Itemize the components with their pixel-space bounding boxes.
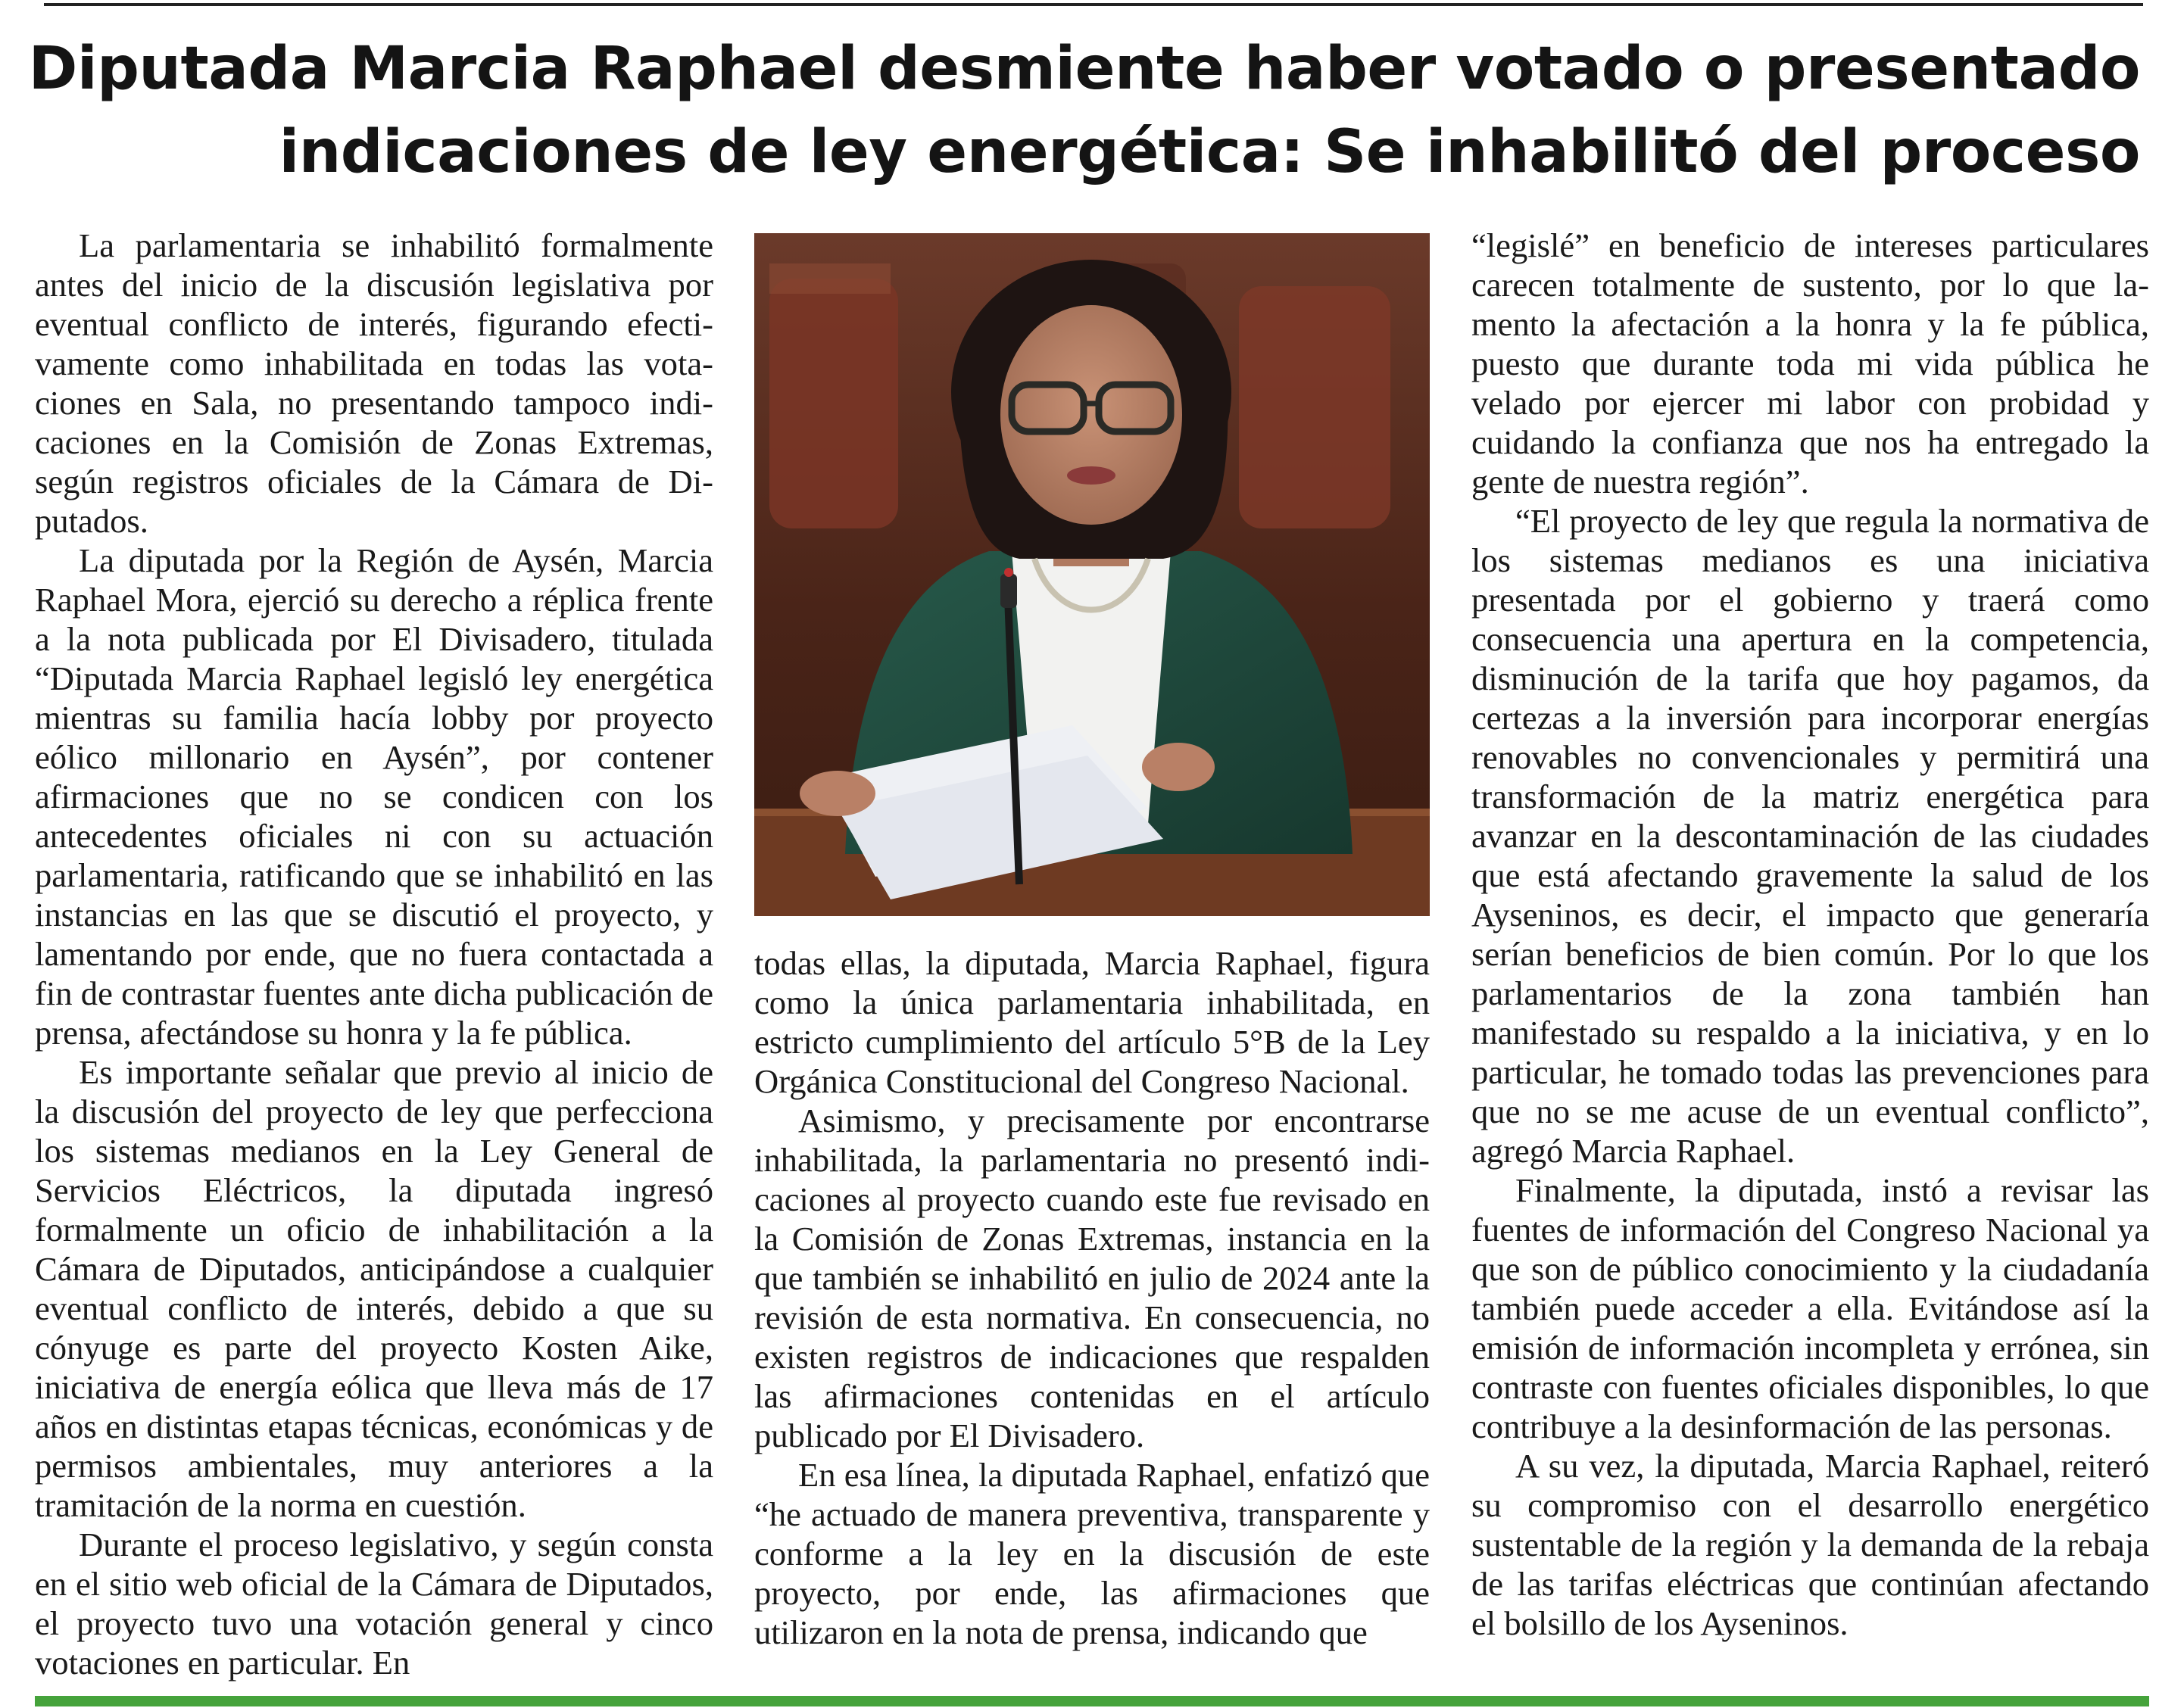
top-rule (44, 3, 2143, 6)
paragraph: “El proyecto de ley que regula la normativa de los sistemas medianos es una iniciativa presentada por el gobierno y traerá como consecuencia una apertura en la competencia, disminución de la tarifa que hoy pagamos, da certezas a la inversión para incorporar energías renovables no convencionales y permitirá una transformación de la matriz energética para avanzar en la descontaminación de las ciudades que está afectando gravemente la salud de los Ayseninos, es decir, el impacto que generaría serían beneficios de bien común. Por lo que los parlamentarios de la zona también han manifestado su respaldo a la iniciativa, y en lo particular, he tomado todas las prevenciones para que no se me acuse de un eventual conflicto”, agregó Marcia Raphael. (1471, 502, 2149, 1170)
article-column-1 (35, 226, 713, 1682)
headline-line-2-regular: indicaciones de ley energética: (279, 118, 1324, 186)
headline-line-2 (27, 111, 2140, 194)
paragraph: Es importante señalar que previo al inicio de la discusión del proyecto de ley que perfecciona los sistemas medianos en la Ley General de Servicios Eléctricos, la diputada ingresó formalmente un oficio de inhabilitación a la Cámara de Diputados, anticipándose a cualquier eventual conflicto de interés, debido a que su cónyuge es parte del proyecto Kosten Aike, iniciativa de energía eólica que lleva más de 17 años en distintas etapas técnicas, económicas y de permisos ambientales, muy anteriores a la tramitación de la norma en cuestión. (35, 1053, 713, 1524)
article-column-3 (1471, 226, 2149, 1663)
paragraph: Durante el proceso legislativo, y según consta en el sitio web oficial de la Cámara de Diputados, el proyecto tuvo una votación general y cinco votaciones en particular. En (35, 1526, 713, 1682)
paragraph: En esa línea, la diputada Raphael, enfatizó que “he actuado de manera preventiva, transparente y conforme a la ley en la discusión de este proyecto, por ende, las afirmaciones que utilizaron en la nota de prensa, indicando que (754, 1456, 1430, 1651)
paragraph: todas ellas, la diputada, Marcia Raphael, figura como la única parlamentaria inhabilitada, en estricto cumplimiento del artículo 5°B de la Ley Orgánica Constitucional del Congreso Nacional. (754, 944, 1430, 1100)
article-column-2 (754, 943, 1430, 1663)
paragraph: “legislé” en beneficio de intereses particulares carecen totalmente de sustento, por lo que lamento la afectación a la honra y la fe pública, puesto que durante toda mi vida pública he velado por ejercer mi labor con probidad y cuidando la confianza que nos ha entregado la gente de nuestra región”. (1471, 226, 2149, 500)
paragraph: Finalmente, la diputada, instó a revisar las fuentes de información del Congreso Nacional ya que son de público conocimiento y la ciudadanía también puede acceder a ella. Evitándose así la emisión de información incompleta y errónea, sin contraste con fuentes oficiales disponibles, lo que contribuye a la desinformación de las personas. (1471, 1171, 2149, 1445)
headline-line-2-bold: Se inhabilitó del proceso (1324, 118, 2140, 186)
paragraph: La parlamentaria se inhabilitó formalmente antes del inicio de la discusión legislativa por eventual conflicto de interés, figurando efectivamente como inhabilitada en todas las votaciones en Sala, no presentando tampoco indicaciones en la Comisión de Zonas Extremas, según registros oficiales de la Cámara de Diputados. (35, 226, 713, 540)
paragraph: Asimismo, y precisamente por encontrarse inhabilitada, la parlamentaria no presentó indicaciones al proyecto cuando este fue revisado en la Comisión de Zonas Extremas, instancia en la que también se inhabilitó en julio de 2024 ante la revisión de esta normativa. En consecuencia, no existen registros de indicaciones que respalden las afirmaciones contenidas en el artículo publicado por El Divisadero. (754, 1102, 1430, 1454)
photo-diputada-icon (754, 233, 1430, 916)
headline (27, 27, 2140, 194)
headline-line-1: Diputada Marcia Raphael desmiente haber votado o presentado (28, 35, 2140, 103)
paragraph: La diputada por la Región de Aysén, Marcia Raphael Mora, ejerció su derecho a réplica frente a la nota publicada por El Divisadero, titulada “Diputada Marcia Raphael legisló ley energética mientras su familia hacía lobby por proyecto eólico millonario en Aysén”, por contener afirmaciones que no se condicen con los antecedentes oficiales ni con su actuación parlamentaria, ratificando que se inhabilitó en las instancias en las que se discutió el proyecto, y lamentando por ende, que no fuera contactada a fin de contrastar fuentes ante dicha publicación de prensa, afectándose su honra y la fe pública. (35, 541, 713, 1052)
bottom-rule (35, 1696, 2149, 1706)
article-photo (754, 233, 1430, 916)
paragraph: A su vez, la diputada, Marcia Raphael, reiteró su compromiso con el desarrollo energético sustentable de la región y la demanda de la rebaja de las tarifas eléctricas que continúan afectando el bolsillo de los Ayseninos. (1471, 1447, 2149, 1642)
